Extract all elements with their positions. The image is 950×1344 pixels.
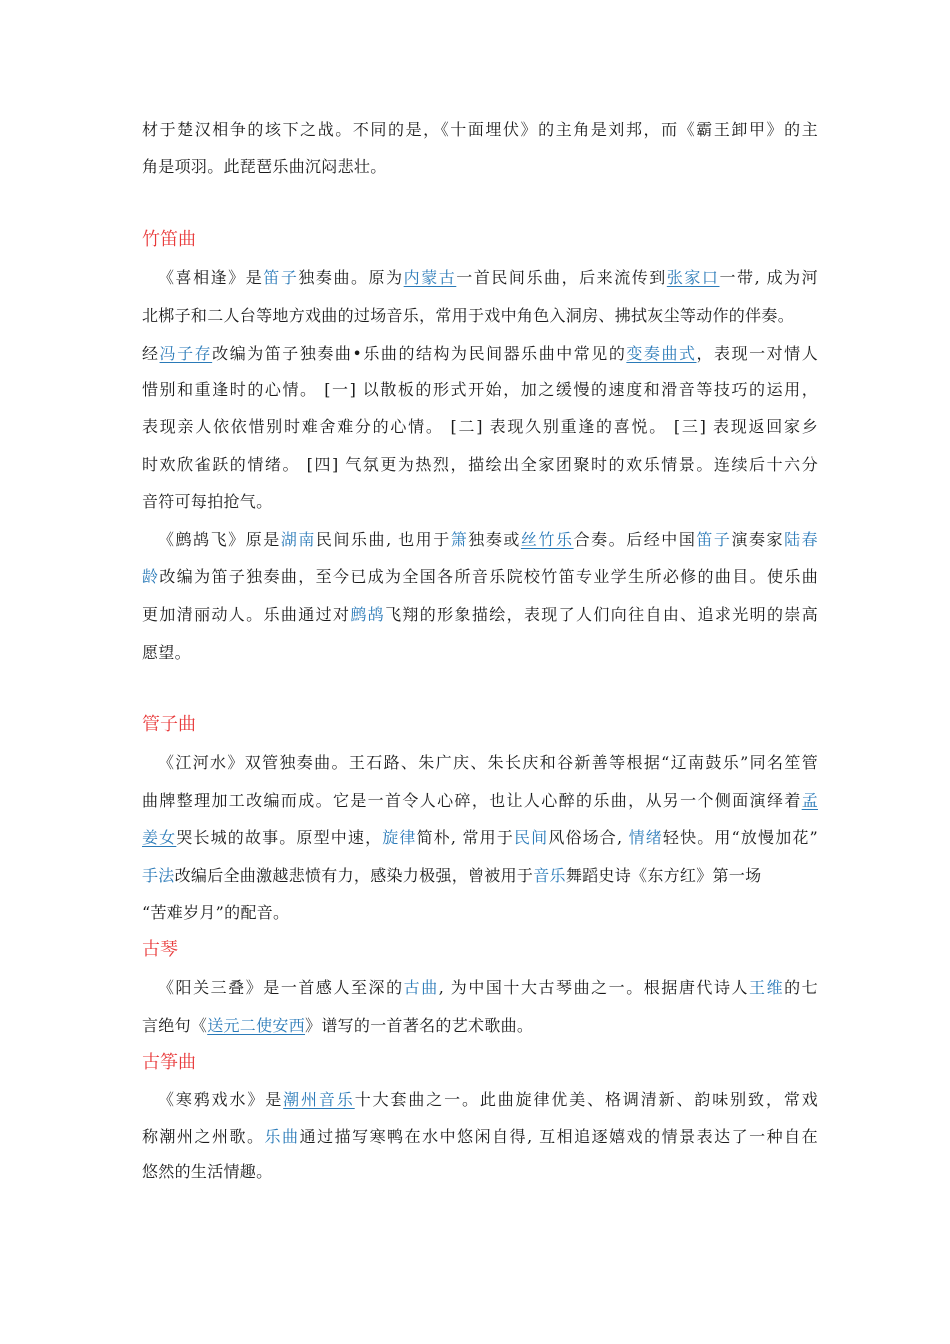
term-link-shoufa[interactable]: 手法	[142, 866, 175, 885]
link-mengjiangnv[interactable]: 孟	[801, 791, 818, 810]
link-fengzicun[interactable]: 冯子存	[159, 344, 213, 363]
text-run: 独奏或	[468, 530, 521, 549]
section-heading-guzheng: 古筝曲	[142, 1052, 196, 1073]
guzheng-p1-line-3: 悠然的生活情趣。	[142, 1162, 273, 1181]
guqin-p1-line-2	[142, 1016, 818, 1036]
link-zhangjiakou[interactable]: 张家口	[666, 268, 720, 287]
text-run: 《喜相逢》是	[158, 268, 264, 287]
zhudi-p1-line-1	[158, 268, 818, 288]
text-run: ，表现一对情人	[696, 344, 819, 363]
link-chaozhou-yinyue[interactable]: 潮州音乐	[283, 1090, 355, 1109]
guanzi-p1-line-3	[142, 828, 818, 848]
text-run: 的七	[784, 978, 818, 997]
text-run: 简朴, 常用于	[416, 828, 514, 847]
text-run: 飞翔的形象描绘，表现了人们向往自由、追求光明的崇高	[385, 605, 818, 624]
text-run: 《阳关三叠》是一首感人至深的	[158, 978, 404, 997]
term-link-wangwei[interactable]: 王维	[749, 978, 785, 997]
zhudi-p2-line-4: 愿望。	[142, 643, 191, 662]
text-run: 轻快。用“放慢加花”	[662, 828, 818, 847]
text-run: 风俗场合,	[548, 828, 629, 847]
link-sizhuyue[interactable]: 丝竹乐	[520, 530, 574, 549]
zhudi-p1-line-2: 北梆子和二人台等地方戏曲的过场音乐，常用于戏中角色入洞房、拂拭灰尘等动作的伴奏。	[142, 306, 795, 325]
guqin-p1-line-1	[158, 978, 818, 998]
term-link-xuanlv[interactable]: 旋律	[382, 828, 417, 847]
term-link-yuequ[interactable]: 乐曲	[264, 1127, 300, 1146]
link-mengjiangnv-cont[interactable]: 姜女	[142, 828, 177, 847]
zhudi-p1-line-3	[142, 344, 818, 364]
text-run: 更加清丽动人。乐曲通过对	[142, 605, 351, 624]
text-run: 改编为笛子独奏曲•乐曲的结构为民间器乐曲中常见的	[212, 344, 627, 363]
text-run: 改编为笛子独奏曲，至今已成为全国各所音乐院校竹笛专业学生所必修的曲目。使乐曲	[159, 567, 818, 586]
text-run: 曲牌整理加工改编而成。它是一首令人心碎，也让人心醉的乐曲，从另一个侧面演绎着	[142, 791, 802, 810]
term-link-hunan[interactable]: 湖南	[280, 530, 316, 549]
text-run: 经	[142, 344, 160, 363]
text-run: 十大套曲之一。此曲旋律优美、格调清新、韵味别致，常戏	[354, 1090, 819, 1109]
term-link-zhegu[interactable]: 鹧鸪	[350, 605, 386, 624]
link-bianzou-qushi[interactable]: 变奏曲式	[626, 344, 697, 363]
zhudi-p2-line-3	[142, 605, 818, 625]
text-run: 》谱写的一首著名的艺术歌曲。	[305, 1016, 534, 1035]
term-link-dizi-2[interactable]: 笛子	[696, 530, 732, 549]
link-luchunling-cont[interactable]: 龄	[142, 567, 160, 586]
guanzi-p1-line-4	[142, 866, 818, 886]
text-run: , 为中国十大古琴曲之一。根据唐代诗人	[438, 978, 750, 997]
link-songyuaner[interactable]: 送元二使安西	[207, 1016, 306, 1035]
term-link-xiao[interactable]: 箫	[450, 530, 469, 549]
zhudi-p1-line-7: 音符可每拍抢气。	[142, 492, 273, 511]
intro-line-2: 角是项羽。此琵琶乐曲沉闷悲壮。	[142, 157, 387, 176]
zhudi-p2-line-2	[142, 567, 818, 587]
text-run: 哭长城的故事。原型中速，	[176, 828, 383, 847]
guanzi-p1-line-1: 《江河水》双管独奏曲。王石路、朱广庆、朱长庆和谷新善等根据“辽南鼓乐”同名笙管	[158, 753, 818, 772]
text-run: 通过描写寒鸭在水中悠闲自得, 互相追逐嬉戏的情景表达了一种自在	[299, 1127, 818, 1146]
intro-line-1: 材于楚汉相争的垓下之战。不同的是，《十面埋伏》的主角是刘邦，而《霸王卸甲》的主	[142, 120, 818, 139]
zhudi-p1-line-4: 惜别和重逢时的心情。 [一] 以散板的形式开始，加之缓慢的速度和滑音等技巧的运用，	[142, 380, 818, 399]
term-link-guqu[interactable]: 古曲	[403, 978, 439, 997]
text-run: 言绝句《	[142, 1016, 208, 1035]
text-run: 合奏。后经中国	[573, 530, 697, 549]
section-heading-zhudi: 竹笛曲	[142, 229, 196, 250]
term-link-dizi[interactable]: 笛子	[263, 268, 299, 287]
text-run: 《寒鸦戏水》是	[158, 1090, 284, 1109]
guanzi-p1-line-5: “苦难岁月”的配音。	[142, 903, 290, 922]
text-run: 一首民间乐曲，后来流传到	[456, 268, 667, 287]
text-run: 民间乐曲, 也用于	[315, 530, 451, 549]
section-heading-guanzi: 管子曲	[142, 714, 196, 735]
term-link-minjian[interactable]: 民间	[513, 828, 549, 847]
text-run: 《鹧鸪飞》原是	[158, 530, 281, 549]
text-run: 舞蹈史诗《东方红》第一场	[565, 866, 762, 885]
guanzi-p1-line-2	[142, 791, 818, 811]
text-run: 演奏家	[731, 530, 785, 549]
guzheng-p1-line-1	[158, 1090, 818, 1110]
term-link-qingxu[interactable]: 情绪	[628, 828, 663, 847]
term-link-yinyue[interactable]: 音乐	[533, 866, 566, 885]
zhudi-p1-line-6: 时欢欣雀跃的情绪。 [四] 气氛更为热烈，描绘出全家团聚时的欢乐情景。连续后十六分	[142, 455, 818, 474]
zhudi-p1-line-5: 表现亲人依依惜别时难舍难分的心情。 [二] 表现久别重逢的喜悦。 [三] 表现返回家乡	[142, 417, 818, 436]
link-neimenggu[interactable]: 内蒙古	[403, 268, 457, 287]
guzheng-p1-line-2	[142, 1127, 818, 1147]
text-run: 改编后全曲激越悲愤有力，感染力极强，曾被用于	[174, 866, 534, 885]
link-luchunling[interactable]: 陆春	[784, 530, 818, 549]
text-run: 称潮州之州歌。	[142, 1127, 265, 1146]
text-run: 一带, 成为河	[719, 268, 818, 287]
section-heading-guqin: 古琴	[142, 939, 178, 960]
zhudi-p2-line-1	[158, 530, 818, 550]
text-run: 独奏曲。原为	[298, 268, 404, 287]
